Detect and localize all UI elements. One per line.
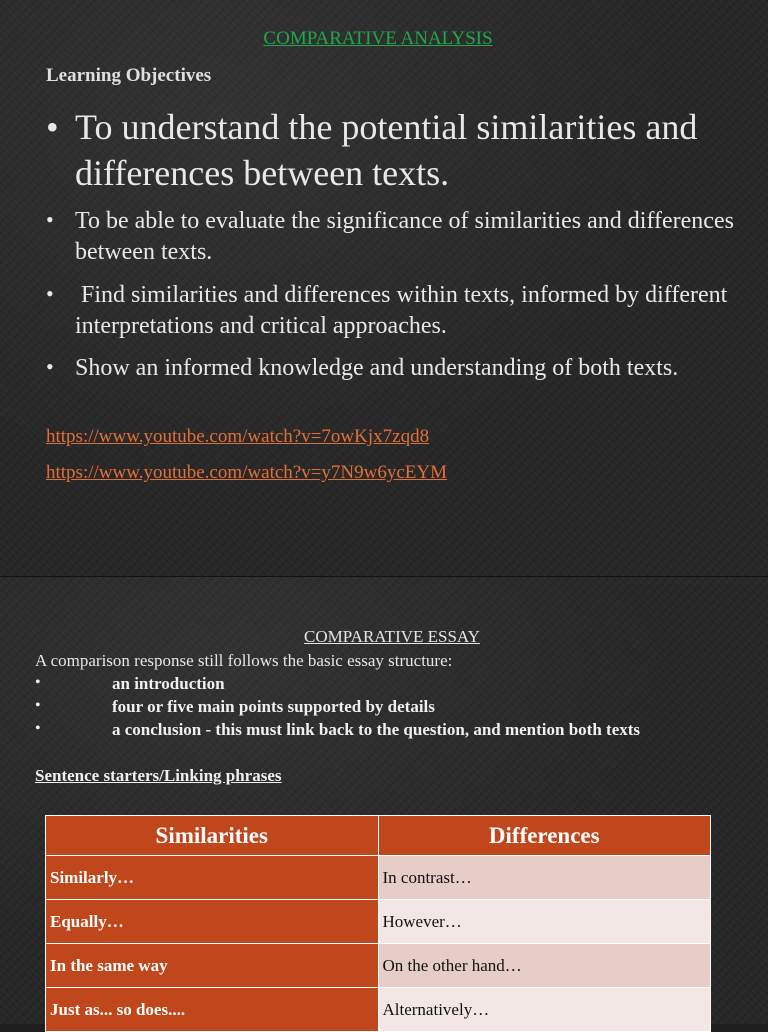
column-header-differences: Differences	[378, 816, 711, 856]
bullet-icon: •	[46, 207, 54, 232]
difference-cell: However…	[378, 900, 711, 944]
slide-title: COMPARATIVE ANALYSIS	[263, 28, 493, 49]
objective-text: Show an informed knowledge and understanding of both texts.	[75, 355, 679, 381]
table-header-row	[46, 816, 711, 856]
bullet-icon: •	[35, 720, 41, 737]
objective-text: To be able to evaluate the significance of similarities and differences between texts.	[75, 208, 734, 265]
table-row	[46, 988, 711, 1032]
similarity-cell: Equally…	[46, 900, 379, 944]
objective-text: Find similarities and differences within texts, informed by different interpretations and critical approaches.	[75, 282, 734, 339]
youtube-link-2[interactable]: https://www.youtube.com/watch?v=y7N9w6ycEYM	[46, 462, 448, 483]
similarity-cell: In the same way	[46, 944, 379, 988]
objective-item	[46, 104, 736, 196]
bullet-icon: •	[35, 674, 41, 691]
linking-phrases-table	[45, 815, 711, 1032]
table-row	[46, 944, 711, 988]
structure-text: a conclusion - this must link back to the question, and mention both texts	[112, 720, 641, 739]
bullet-icon: •	[46, 107, 59, 147]
bullet-icon: •	[35, 697, 41, 714]
bullet-icon: •	[46, 354, 54, 379]
objective-text: To understand the potential similarities and differences between texts.	[75, 107, 698, 193]
bullet-icon: •	[46, 281, 54, 306]
difference-cell: Alternatively…	[378, 988, 711, 1032]
table-row	[46, 856, 711, 900]
objective-item	[46, 206, 736, 268]
structure-text: four or five main points supported by details	[112, 697, 435, 716]
objective-item	[46, 353, 736, 384]
intro-text: A comparison response still follows the basic essay structure:	[35, 651, 453, 670]
similarity-cell: Just as... so does....	[46, 988, 379, 1032]
structure-text: an introduction	[112, 674, 225, 693]
table-row	[46, 900, 711, 944]
objective-item	[46, 280, 736, 342]
sentence-starters-heading: Sentence starters/Linking phrases	[35, 766, 282, 785]
similarity-cell: Similarly…	[46, 856, 379, 900]
youtube-link-1[interactable]: https://www.youtube.com/watch?v=7owKjx7zqd8	[46, 426, 430, 447]
difference-cell: On the other hand…	[378, 944, 711, 988]
column-header-similarities: Similarities	[46, 816, 379, 856]
learning-objectives-heading: Learning Objectives	[46, 65, 212, 86]
difference-cell: In contrast…	[378, 856, 711, 900]
slide-comparative-essay	[0, 577, 768, 1024]
slide-title: COMPARATIVE ESSAY	[304, 627, 480, 646]
